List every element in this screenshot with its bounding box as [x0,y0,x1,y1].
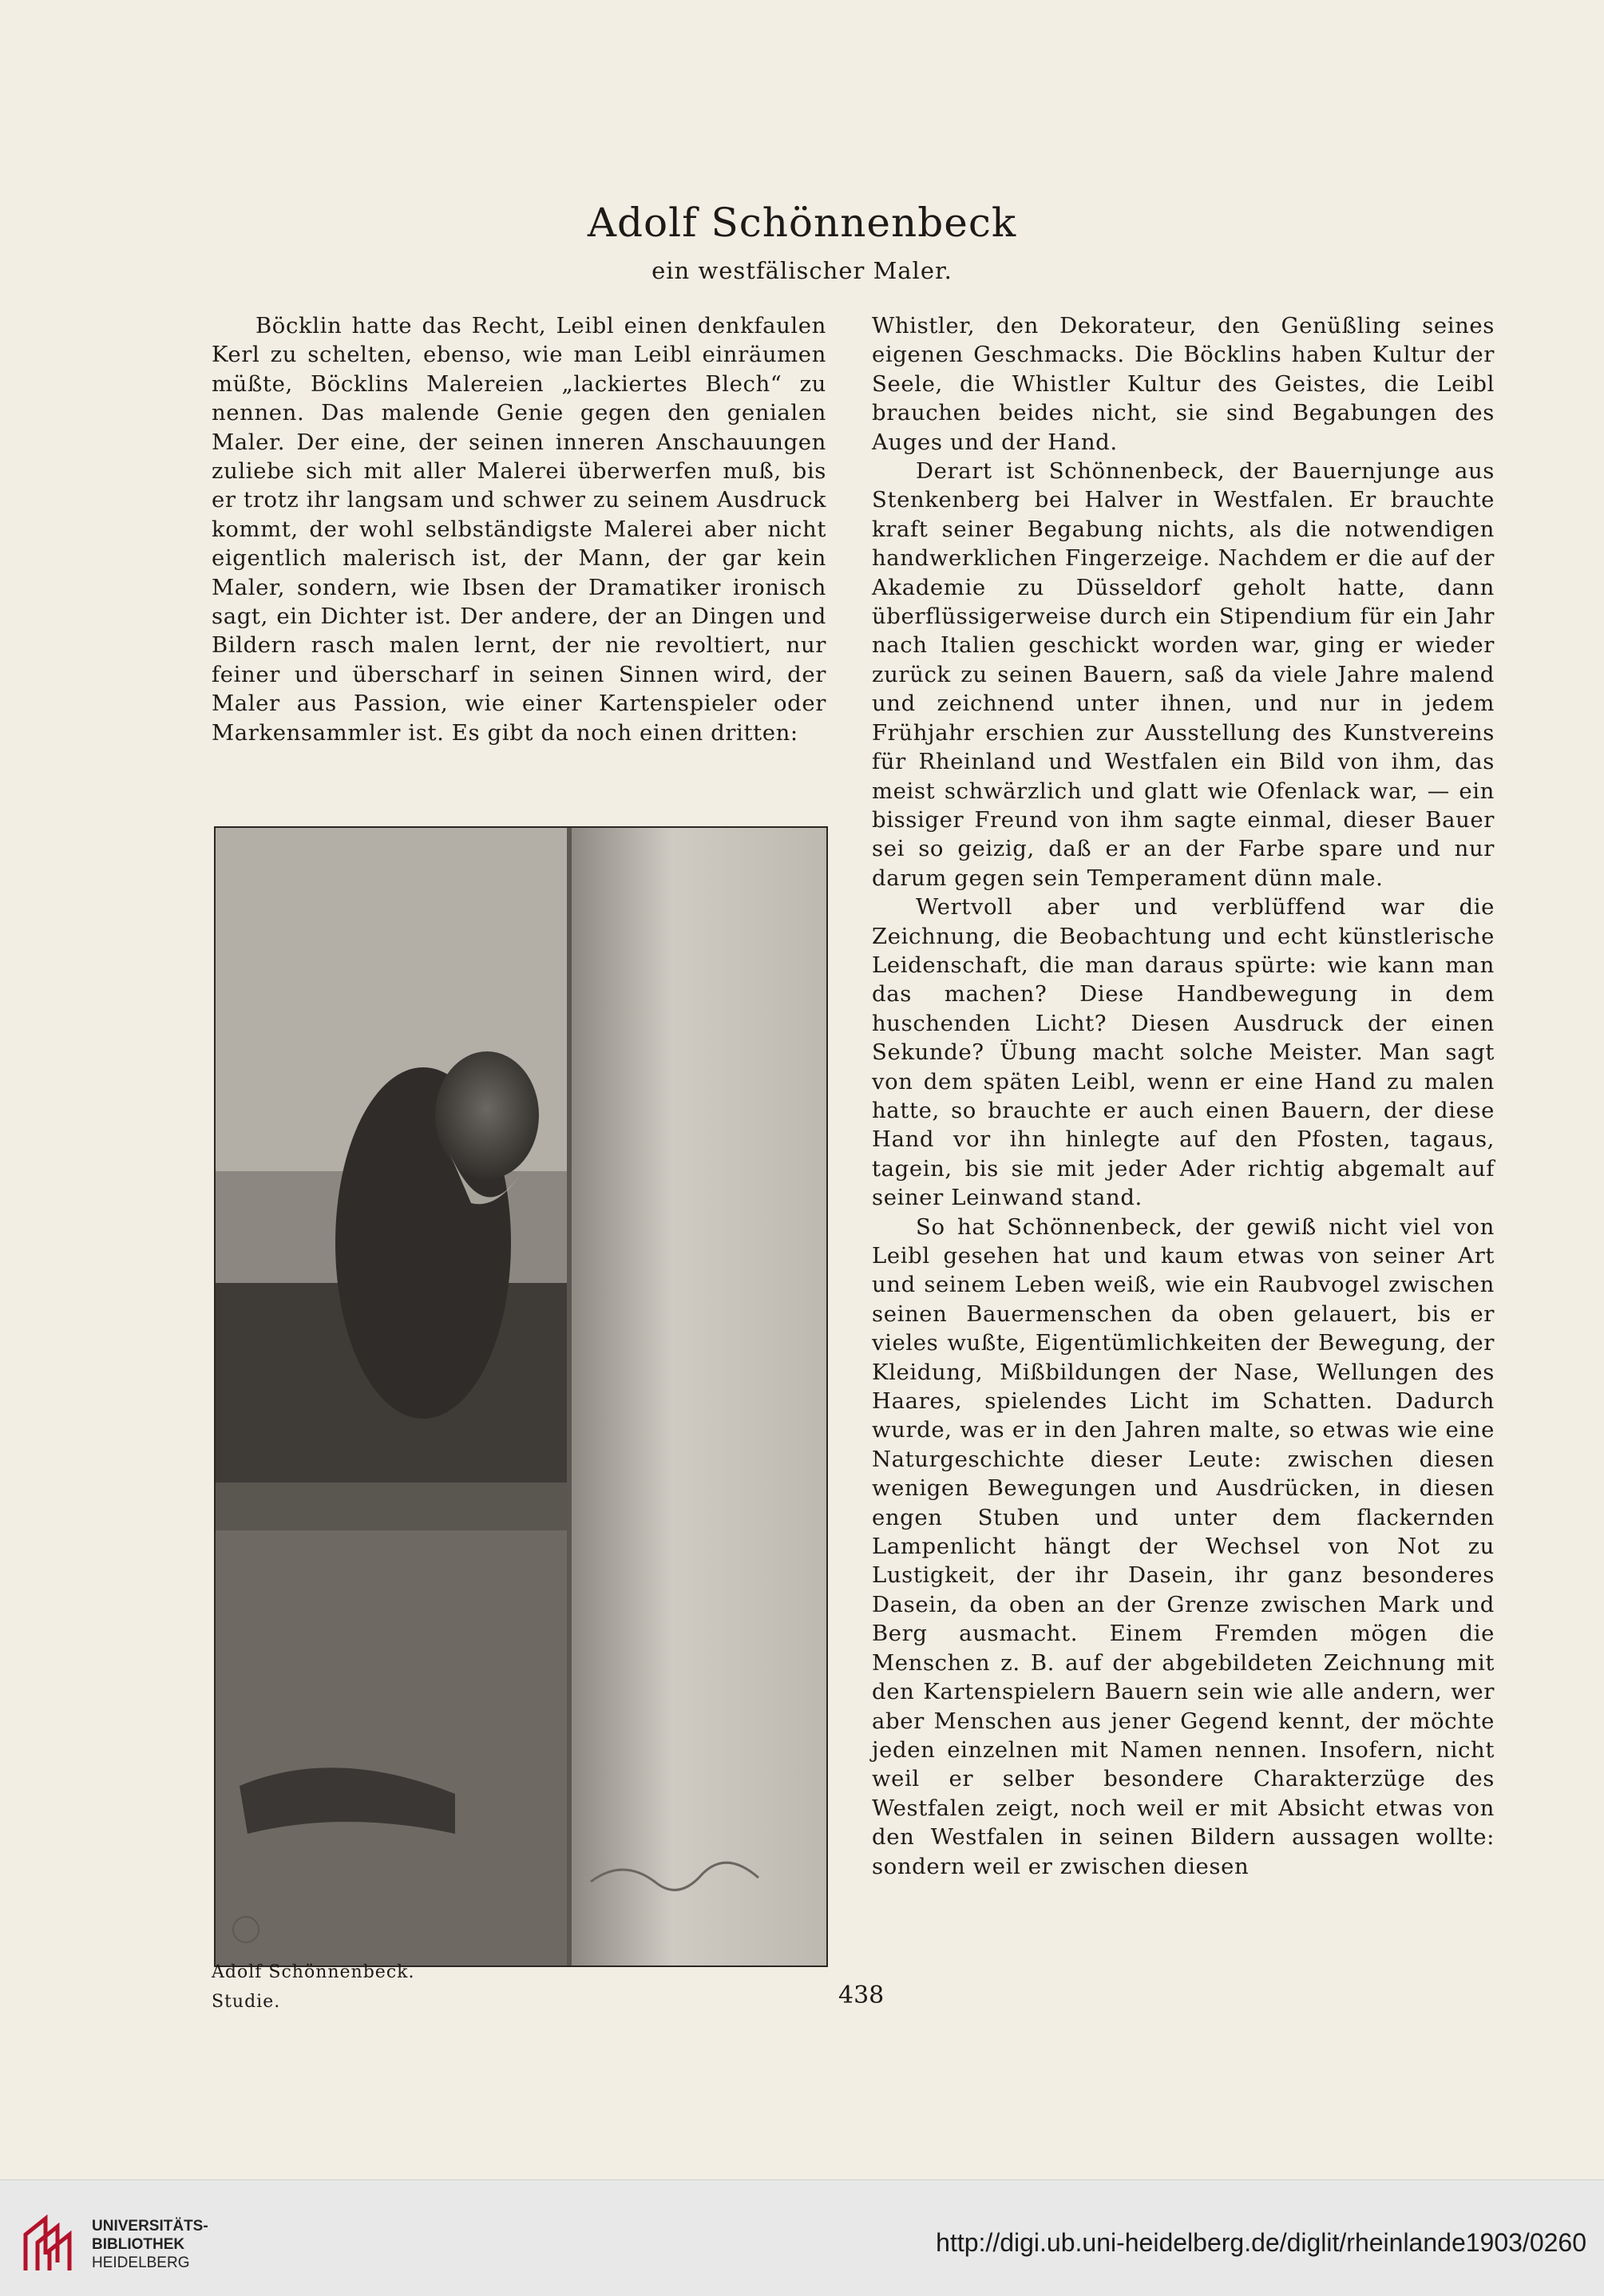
figure-artwork [214,826,828,1967]
left-text-column [212,311,826,747]
library-logo-icon[interactable] [18,2211,85,2278]
library-name-line: UNIVERSITÄTS- [92,2218,208,2235]
paragraph: So hat Schönnenbeck, der gewiß nicht viel von Leibl gesehen hat und kaum etwas von seiner Art und seinem Leben weiß, wie ein Raubvogel zwischen seinen Bauermenschen da oben gelauert, bis er vieles wußte, Eigentümlichkeiten der Bewegung, der Kleidung, Mißbildungen der Nase, Wellungen des Haares, spielendes Licht im Schatten. Dadurch wurde, was er in den Jahren malte, so etwas wie eine Naturgeschichte dieser Leute: zwischen diesen wenigen Bewegungen und Ausdrücken, in diesen engen Stuben und unter dem flackernden Lampenlicht hängt der Wechsel von Not zu Lustigkeit, der ihr Dasein, ihr ganz besonderes Dasein, da oben an der Grenze zwischen Mark und Berg ausmacht. Einem Fremden mögen die Menschen z. B. auf der abgebildeten Zeichnung mit den Kartenspielern Bauern sein wie alle andern, wer aber Menschen aus jener Gegend kennt, der möchte jeden einzelnen mit Namen nennen. Insofern, nicht weil er selber besondere Charakterzüge des Westfalen zeigt, noch weil er mit Absicht etwas von den Westfalen in seinen Bildern aussagen wollte: sondern weil er zwischen diesen [872,1213,1495,1879]
library-name-line: BIBLIOTHEK [92,2236,185,2253]
article-subtitle: ein westfälischer Maler. [652,257,952,284]
library-name-line: HEIDELBERG [92,2254,190,2271]
figure-caption-artist: Adolf Schönnenbeck. [212,1962,415,1982]
paragraph: Derart ist Schönnenbeck, der Bauernjunge aus Stenkenberg bei Halver in Westfalen. Er brauchte kraft seiner Begabung nichts, als die notwendigen handwerklichen Fingerzeige. Nachdem er die auf der Akademie zu Düsseldorf geholt hatte, dann überflüssigerweise durch ein Stipendium für ein Jahr nach Italien geschickt worden war, ging er wieder zurück zu seinen Bauern, saß da viele Jahre malend und zeichnend unter ihnen, und nur in jedem Frühjahr erschien zur Ausstellung des Kunstvereins für Rheinland und Westfalen ein Bild von ihm, das meist schwärzlich und glatt wie Ofenlack war, — ein bissiger Freund von ihm sagte einmal, dieser Bauer sei so geizig, daß er an der Farbe spare und nur darum gegen sein Temperament dünn male. [872,458,1495,891]
article-title: Adolf Schönnenbeck [587,200,1017,246]
paragraph: Whistler, den Dekorateur, den Genüßling seines eigenen Geschmacks. Die Böcklins haben Kultur der Seele, die Whistler Kultur des Geistes, die Leibl brauchen beides nicht, sie sind Begabungen des Auges und der Hand. [872,313,1495,455]
source-url-link[interactable]: http://digi.ub.uni-heidelberg.de/diglit/rheinlande1903/0260 [936,2228,1586,2257]
page-number: 438 [838,1981,885,2009]
right-text-column [872,311,1495,1881]
paragraph: Böcklin hatte das Recht, Leibl einen denkfaulen Kerl zu schelten, ebenso, wie man Leibl einräumen müßte, Böcklins Malereien „lackiertes Blech“ zu nennen. Das malende Genie gegen den genialen Maler. Der eine, der seinen inneren Anschauungen zuliebe sich mit aller Malerei überwerfen muß, bis er trotz ihr langsam und schwer zu seinem Ausdruck kommt, der wohl selbständigste Malerei aber nicht eigentlich malerisch ist, der Mann, der gar kein Maler, sondern, wie Ibsen der Dramatiker ironisch sagt, ein Dichter ist. Der andere, der an Dingen und Bildern rasch malen lernt, der nie revoltiert, nur feiner und überscharf in seinen Sinnen wird, der Maler aus Passion, wie einer Kartenspieler oder Markensammler ist. Es gibt da noch einen dritten: [212,313,826,746]
library-name [92,2217,208,2272]
drawing-illustration [216,828,826,1965]
paragraph: Wertvoll aber und verblüffend war die Zeichnung, die Beobachtung und echt künstlerische Leidenschaft, die man daraus spürte: wie kann man das machen? Diese Handbewegung in dem huschenden Licht? Diesen Ausdruck der einen Sekunde? Übung macht solche Meister. Man sagt von dem späten Leibl, wenn er eine Hand zu malen hatte, so brauchte er auch einen Bauern, der diese Hand vor ihn hinlegte auf den Pfosten, tagaus, tagein, bis sie mit jeder Ader richtig abgemalt auf seiner Leinwand stand. [872,894,1495,1211]
figure-caption-title: Studie. [212,1992,281,2012]
footer-bar [0,2179,1604,2296]
